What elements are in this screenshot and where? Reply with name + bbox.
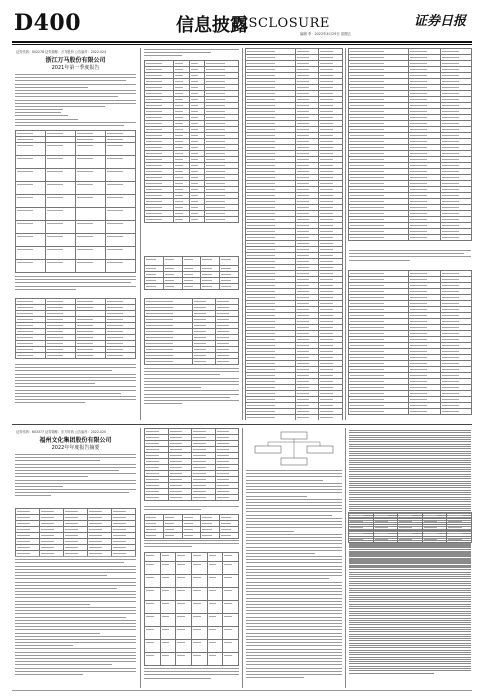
top-shareholders-table [144, 552, 239, 666]
column-divider [242, 428, 243, 688]
newspaper-logo: 证券日报 [414, 14, 467, 29]
article-top-left [12, 48, 139, 420]
column-divider [345, 428, 346, 688]
balance-table [144, 298, 239, 365]
article-body [15, 364, 136, 405]
article-body [349, 250, 471, 263]
cashflow-table-cont [348, 270, 472, 415]
column-divider [140, 48, 141, 420]
issue-info: 编辑 李 · 2022年4月29日 星期五 [300, 32, 352, 36]
article-title: 福州文化集团股份有限公司 [39, 437, 112, 444]
masthead-rule-thin [12, 44, 472, 45]
income-statement-table [245, 48, 343, 420]
article-body [15, 276, 136, 292]
page-number: D400 [14, 10, 82, 36]
section-divider [12, 424, 472, 425]
article-code-line: 证券代码：603377 证券简称：东方时尚 公告编号：2022-020 [16, 430, 107, 434]
article-title: 浙江万马股份有限公司 [45, 57, 106, 64]
article-top-right-column [348, 48, 472, 420]
key-data-table [144, 428, 239, 501]
article-body [144, 668, 239, 681]
article-body [349, 544, 471, 675]
article-body [144, 368, 239, 406]
financial-table [15, 130, 136, 273]
article-body [15, 556, 136, 677]
article-body [144, 540, 239, 550]
article-bottom-right-column [348, 428, 472, 688]
article-body [15, 454, 136, 499]
column-divider [242, 48, 243, 420]
article-bottom-diagram-column [245, 428, 343, 688]
nonrecurring-table [15, 298, 136, 359]
article-bottom-left [12, 428, 139, 688]
article-top-table-column [245, 48, 343, 420]
cashflow-table [348, 48, 472, 241]
section-title-english: DISCLOSURE [232, 16, 330, 31]
footer-rule [12, 690, 472, 691]
article-code-line: 证券代码：002276 证券简称：万马股份 公告编号：2022-024 [16, 50, 107, 54]
summary-table [348, 512, 472, 543]
company-profile-table [15, 508, 136, 557]
article-top-middle [143, 48, 240, 420]
masthead [0, 0, 484, 44]
shareholder-detail-table [144, 256, 239, 290]
article-body [144, 49, 239, 59]
article-body [144, 506, 239, 512]
article-subtitle: 2021年第一季度报告 [51, 65, 100, 71]
column-divider [140, 428, 141, 688]
masthead-rule [12, 41, 472, 43]
ownership-diagram [245, 430, 343, 466]
article-subtitle: 2022年年度报告摘要 [51, 445, 100, 451]
section-title: 信息披露 [176, 15, 248, 36]
article-body [246, 470, 342, 680]
article-body [15, 74, 136, 128]
article-bottom-middle [143, 428, 240, 688]
shareholder-table [144, 60, 239, 223]
quarterly-table [144, 514, 239, 539]
column-divider [345, 48, 346, 420]
